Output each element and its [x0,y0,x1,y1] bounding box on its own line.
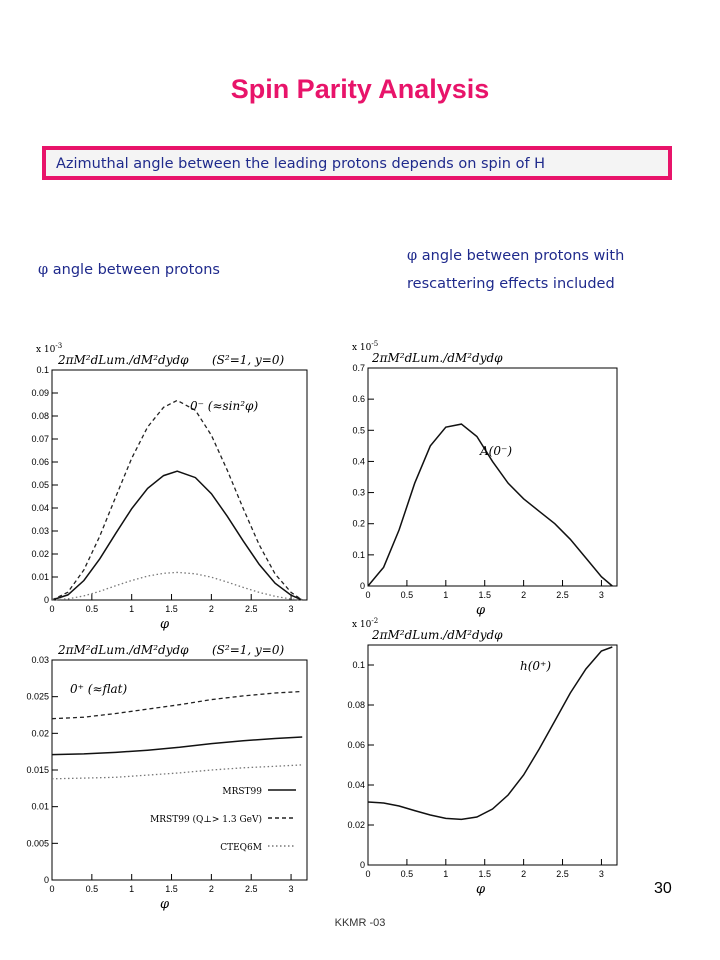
page-number: 30 [654,880,672,897]
y-tick-label: 0.04 [347,780,365,790]
curve-annotation: A(0⁻) [480,444,512,458]
series-line [52,471,302,600]
x-tick-label: 0.5 [85,604,99,614]
y-tick-label: 0 [43,875,49,885]
y-tick-label: 0.5 [352,425,365,436]
y-axis-label: 2πM²dLum./dM²dydφ [372,628,503,642]
x-tick-label: 0.5 [85,884,99,894]
y-tick-label: 0.02 [347,820,365,830]
y-tick-label: 0.08 [347,700,365,710]
curve-annotation: h(0⁺) [520,659,552,673]
x-tick-label: 2 [521,869,527,879]
x-tick-label: 1 [443,590,449,600]
x-tick-label: 3 [288,884,294,894]
series-line [52,765,302,779]
x-axis-label: φ [476,882,486,897]
y-tick-label: 0.005 [26,838,49,849]
x-tick-label: 0 [365,590,371,600]
exponent-value: -5 [371,340,379,348]
x-tick-label: 3 [598,590,604,600]
curve-annotation: 0⁺ (≈flat) [70,682,128,696]
x-tick-label: 1.5 [478,590,491,600]
y-axis-label: 2πM²dLum./dM²dydφ [58,643,189,657]
y-tick-label: 0.09 [31,388,49,398]
x-tick-label: 2 [208,604,214,614]
y-tick-label: 0.01 [31,801,49,812]
x-tick-label: 2 [521,590,527,600]
curve-annotation: 0⁻ (≈sin²φ) [190,399,259,413]
y-tick-label: 0.01 [31,572,49,582]
y-tick-label: 0 [359,860,365,870]
y-tick-label: 0.02 [31,728,49,739]
exponent-label: x $10^{-5}$ [352,340,379,353]
caption-left-text: angle between protons [48,262,220,278]
y-tick-label: 0.06 [347,740,365,750]
x-tick-label: 2.5 [556,590,569,600]
phi-symbol: φ [407,248,418,264]
slide-title: Spin Parity Analysis [230,74,490,104]
x-axis-label: φ [476,603,486,618]
legend-label: MRST99 (Q⊥> 1.3 GeV) [150,815,262,825]
x-tick-label: 3 [288,604,294,614]
series-line [52,572,302,600]
x-tick-label: 0 [49,884,55,894]
y-axis-label: 2πM²dLum./dM²dydφ [372,351,503,365]
y-tick-label: 0.04 [31,503,49,513]
exponent-label: x $10^{-3}$ [36,342,63,355]
caption-right-text: angle between protons with [417,248,625,264]
x-tick-label: 0 [49,604,55,614]
y-axis-label: 2πM²dLum./dM²dydφ [58,353,189,367]
x-tick-label: 3 [598,869,604,879]
y-tick-label: 0.05 [31,480,49,490]
y-tick-label: 0.08 [31,411,49,421]
x-axis-label: φ [160,617,170,632]
y-tick-label: 0.1 [352,549,365,560]
x-tick-label: 0.5 [400,590,414,600]
y-tick-label: 0.6 [352,394,365,405]
x-tick-label: 2.5 [556,869,569,879]
series-line [52,737,302,755]
exponent-value: -2 [371,617,379,625]
y-tick-label: 0.015 [26,765,49,775]
header-label: (S²=1, y=0) [212,643,285,657]
legend-label: CTEQ6M [220,843,262,853]
x-tick-label: 1 [129,884,135,894]
footer-text: KKMR -03 [334,917,386,929]
x-tick-label: 1.5 [165,884,178,894]
x-tick-label: 0.5 [400,869,414,879]
header-label: (S²=1, y=0) [212,353,285,367]
legend-label: MRST99 [222,787,262,797]
x-tick-label: 2 [208,884,214,894]
plot-frame [368,368,617,586]
y-tick-label: 0 [359,581,365,591]
exponent-value: -3 [55,342,63,350]
y-tick-label: 0.2 [352,518,365,529]
y-tick-label: 0.03 [31,526,49,536]
y-tick-label: 0.03 [31,655,49,665]
y-tick-label: 0.7 [352,363,365,373]
x-tick-label: 1.5 [478,869,491,879]
phi-symbol: φ [38,262,49,278]
caption-right-line2: rescattering effects included [407,276,615,292]
x-tick-label: 2.5 [244,604,258,614]
x-tick-label: 1 [443,869,449,879]
banner-text: Azimuthal angle between the leading protons depends on spin of H [56,156,546,172]
y-tick-label: 0.1 [36,365,49,375]
y-tick-label: 0.07 [31,434,49,444]
x-tick-label: 0 [365,869,371,879]
y-tick-label: 0 [43,595,49,605]
series-line [368,647,612,819]
x-tick-label: 2.5 [244,884,258,894]
exponent-label: x $10^{-2}$ [352,617,379,630]
y-tick-label: 0.3 [352,487,365,498]
x-tick-label: 1.5 [165,604,178,614]
y-tick-label: 0.02 [31,549,49,559]
y-tick-label: 0.1 [352,660,365,670]
x-axis-label: φ [160,897,170,912]
x-tick-label: 1 [129,604,135,614]
y-tick-label: 0.06 [31,457,49,467]
plot-frame [52,370,307,600]
y-tick-label: 0.4 [352,456,365,467]
y-tick-label: 0.025 [26,691,49,702]
